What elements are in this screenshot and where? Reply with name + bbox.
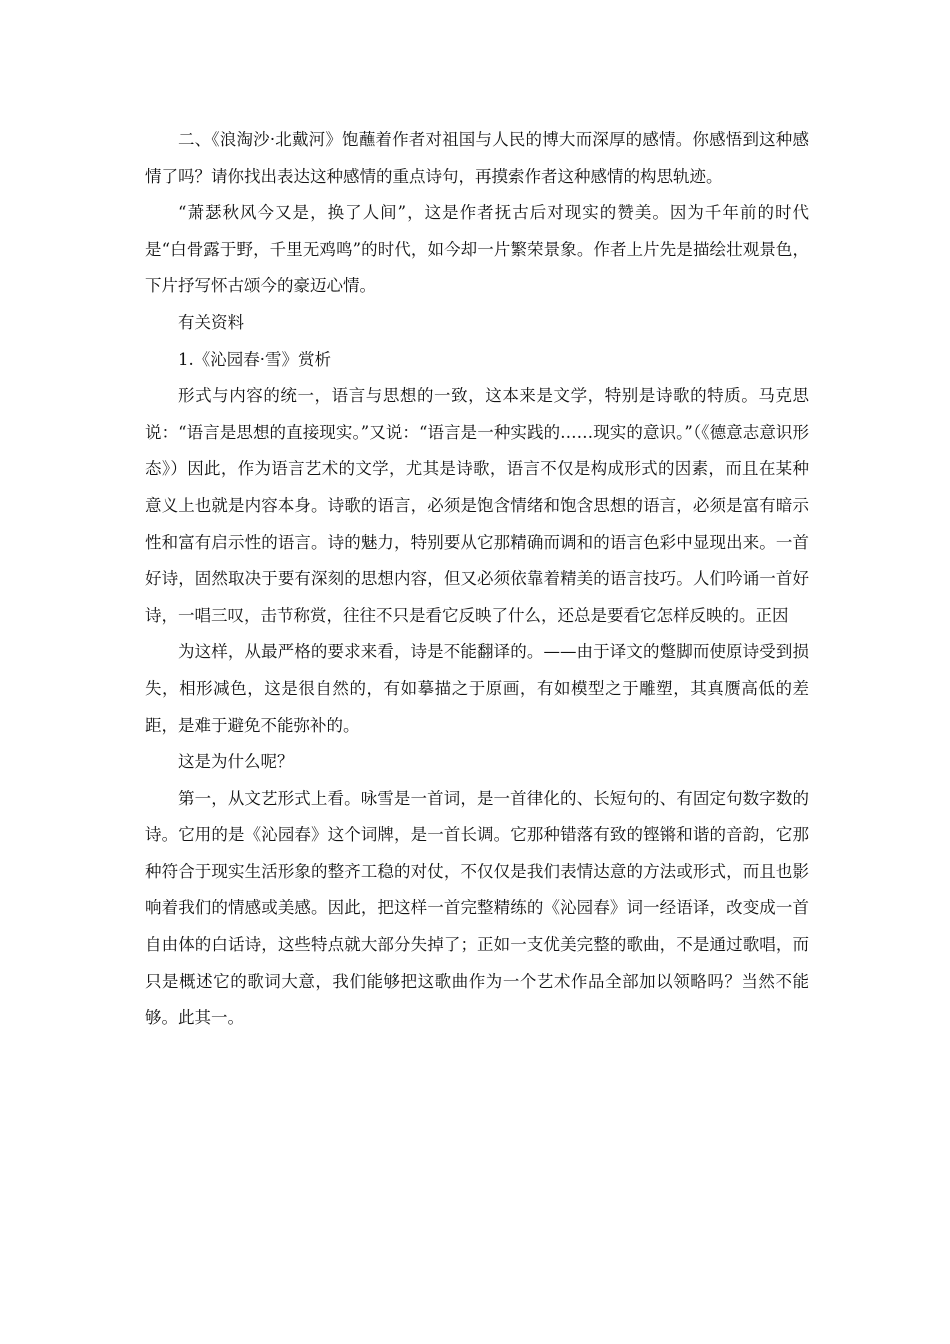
- body-paragraph: 这是为什么呢？: [178, 752, 294, 772]
- question-paragraph: 二、《浪淘沙·北戴河》饱蘸着作者对祖国与人民的博大而深厚的感情。你感悟到这种感情了吗？请你找出表达这种感情的重点诗句，再摸索作者这种感情的构思轨迹。: [145, 130, 809, 186]
- body-paragraph: 形式与内容的统一，语言与思想的一致，这本来是文学，特别是诗歌的特质。马克思说：“语言是思想的直接现实。”又说：“语言是一种实践的……现实的意识。”（《德意志意识形态》）因此，作为语言艺术的文学，尤其是诗歌，语言不仅是构成形式的因素，而且在某种意义上也就是内容本身。诗歌的语言，必须是饱含情绪和饱含思想的语言，必须是富有暗示性和富有启示性的语言。诗的魅力，特别要从它那精确而调和的语言色彩中显现出来。一首好诗，固然取决于要有深刻的思想内容，但又必须依靠着精美的语言技巧。人们吟诵一首好诗，一唱三叹，击节称赏，往往不只是看它反映了什么，还总是要看它怎样反映的。正因: [145, 386, 809, 625]
- subsection-heading: 1.《沁园春·雪》赏析: [178, 349, 331, 369]
- section-heading: 有关资料: [178, 312, 244, 332]
- document-body: [145, 122, 809, 1037]
- body-paragraph: 第一，从文艺形式上看。咏雪是一首词，是一首律化的、长短句的、有固定句数字数的诗。它用的是《沁园春》这个词牌，是一首长调。它那种错落有致的铿锵和谐的音韵，它那种符合于现实生活形象的整齐工稳的对仗，不仅仅是我们表情达意的方法或形式，而且也影响着我们的情感或美感。因此，把这样一首完整精练的《沁园春》词一经语译，改变成一首自由体的白话诗，这些特点就大部分失掉了；正如一支优美完整的歌曲，不是通过歌唱，而只是概述它的歌词大意，我们能够把这歌曲作为一个艺术作品全部加以领略吗？当然不能够。此其一。: [145, 788, 809, 1028]
- answer-paragraph: “萧瑟秋风今又是，换了人间”，这是作者抚古后对现实的赞美。因为千年前的时代是“白骨露于野，千里无鸡鸣”的时代，如今却一片繁荣景象。作者上片先是描绘壮观景色，下片抒写怀古颂今的豪迈心情。: [145, 203, 809, 296]
- body-paragraph: 为这样，从最严格的要求来看，诗是不能翻译的。——由于译文的蹩脚而使原诗受到损失，相形减色，这是很自然的，有如摹描之于原画，有如模型之于雕塑，其真赝高低的差距，是难于避免不能弥补的。: [145, 642, 809, 735]
